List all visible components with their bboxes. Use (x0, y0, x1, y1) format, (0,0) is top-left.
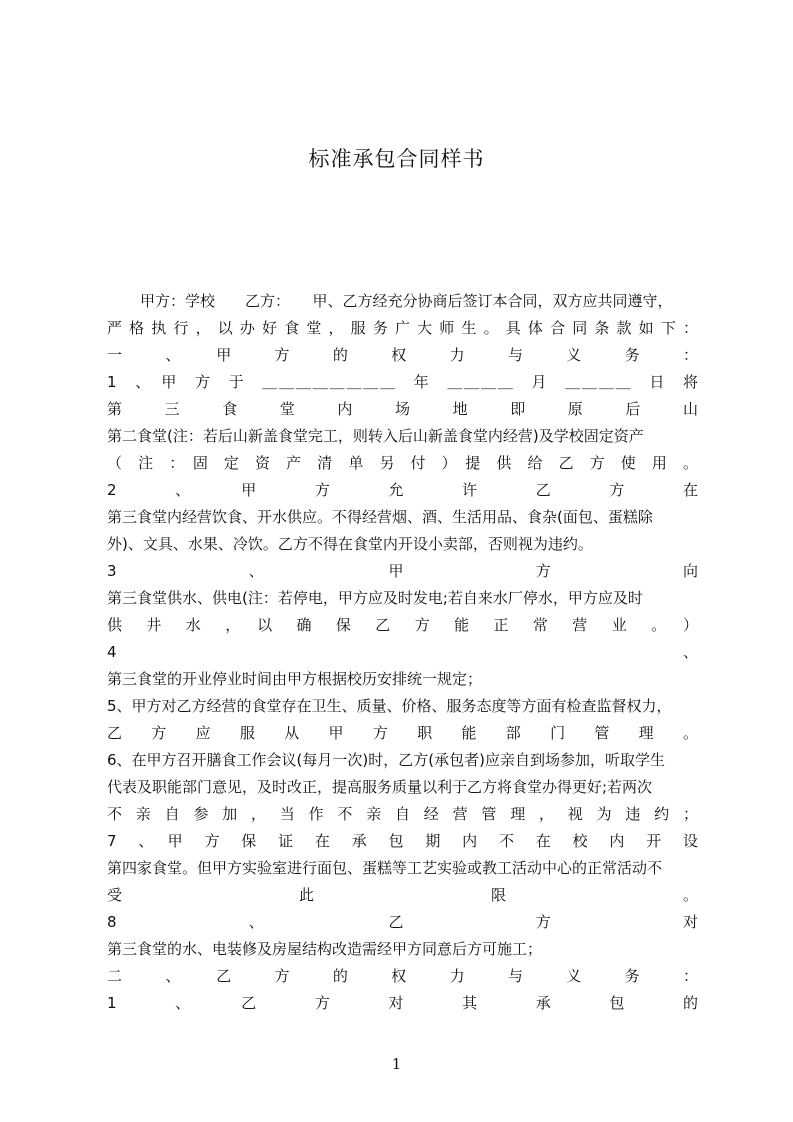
paragraph-line: 4 、 (107, 643, 698, 661)
paragraph-line: 8 、 乙 方 对 (107, 913, 698, 931)
paragraph-line: 3 、 甲 方 向 (107, 562, 698, 580)
paragraph-line: 7 、 甲 方 保 证 在 承 包 期 内 不 在 校 内 开 设 (107, 832, 698, 850)
section-heading: 一 、 甲 方 的 权 力 与 义 务 ： (107, 346, 698, 364)
paragraph-line: 代表及职能部门意见，及时改正，提高服务质量以利于乙方将食堂办得更好;若两次 (107, 778, 653, 796)
paragraph-line: 严格执行，以办好食堂，服务广大师生。具体合同条款如下： (107, 319, 698, 337)
paragraph-line: 5、甲方对乙方经营的食堂存在卫生、质量、价格、服务态度等方面有检查监督权力， (107, 697, 672, 715)
paragraph-line: 第三食堂内经营饮食、开水供应。不得经营烟、酒、生活用品、食杂(面包、蛋糕除 (107, 508, 653, 526)
paragraph-line: 1 、 乙 方 对 其 承 包 的 (107, 994, 698, 1012)
page-number: 1 (391, 1055, 402, 1073)
paragraph-line: 供 井 水 ， 以 确 保 乙 方 能 正 常 营 业 。 ） (107, 616, 698, 634)
paragraph-line: 1 、 甲 方 于 ＿＿＿＿＿＿＿＿ 年 ＿＿＿＿ 月 ＿＿＿＿ 日 将 (107, 373, 698, 391)
paragraph-line: 第四家食堂。但甲方实验室进行面包、蛋糕等工艺实验或教工活动中心的正常活动不 (107, 859, 663, 877)
paragraph-line: 第 三 食 堂 内 场 地 即 原 后 山 (107, 400, 698, 418)
paragraph-line: 乙 方 应 服 从 甲 方 职 能 部 门 管 理 。 (107, 724, 698, 742)
paragraph-line: 甲方：学校 乙方： 甲、乙方经充分协商后签订本合同，双方应共同遵守， (140, 292, 673, 310)
paragraph-line: （ 注 ： 固 定 资 产 清 单 另 付 ） 提 供 给 乙 方 使 用 。 (107, 454, 698, 472)
paragraph-line: 外)、文具、水果、冷饮。乙方不得在食堂内开设小卖部，否则视为违约。 (107, 535, 593, 553)
paragraph-line: 第二食堂(注：若后山新盖食堂完工，则转入后山新盖食堂内经营)及学校固定资产 (107, 427, 644, 445)
paragraph-line: 2 、 甲 方 允 许 乙 方 在 (107, 481, 698, 499)
document-title: 标准承包合同样书 (308, 147, 485, 171)
paragraph-line: 受 此 限 。 (107, 886, 698, 904)
paragraph-line: 不亲自参加，当作不亲自经营管理，视为违约； (107, 805, 698, 823)
paragraph-line: 第三食堂供水、供电(注：若停电，甲方应及时发电;若自来水厂停水，甲方应及时 (107, 589, 643, 607)
paragraph-line: 第三食堂的水、电装修及房屋结构改造需经甲方同意后方可施工； (107, 940, 543, 958)
section-heading: 二 、 乙 方 的 权 力 与 义 务 ： (107, 967, 698, 985)
paragraph-line: 6、在甲方召开膳食工作会议(每月一次)时，乙方(承包者)应亲自到场参加，听取学生 (107, 751, 665, 769)
paragraph-line: 第三食堂的开业停业时间由甲方根据校历安排统一规定； (107, 670, 483, 688)
